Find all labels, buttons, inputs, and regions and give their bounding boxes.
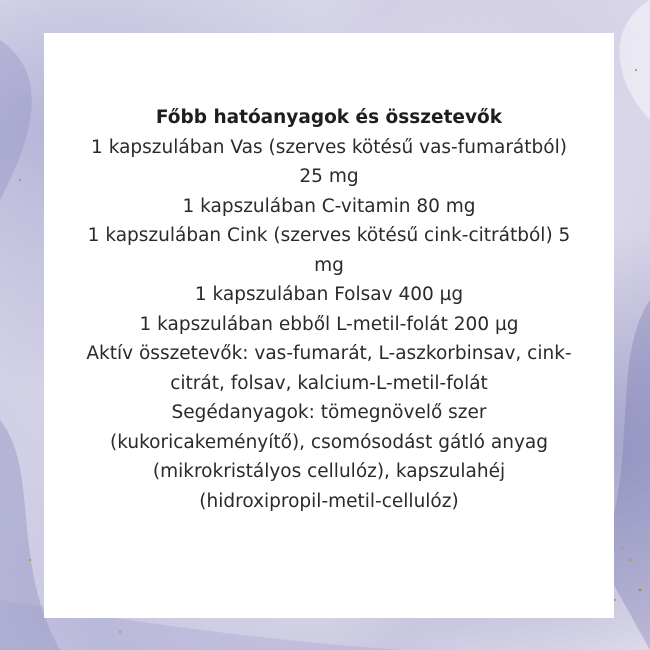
ingredient-line: (kukoricakeményítő), csomósodást gátló anyag	[110, 431, 548, 453]
ingredients-text	[56, 103, 602, 516]
ingredient-line: 1 kapszulában Folsav 400 µg	[194, 284, 464, 305]
ingredient-line: (mikrokristályos cellulóz), kapszulahéj	[152, 461, 506, 482]
ingredient-line: (hidroxipropil-metil-cellulóz)	[199, 490, 459, 512]
ingredient-line: Segédanyagok: tömegnövelő szer	[171, 402, 487, 423]
ingredient-line: 1 kapszulában Vas (szerves kötésű vas-fumarátból)	[91, 136, 567, 158]
ingredient-line: 1 kapszulában Cink (szerves kötésű cink-citrátból) 5	[87, 225, 571, 246]
ingredients-card	[44, 33, 614, 618]
ingredient-line: 25 mg	[299, 166, 359, 187]
ingredients-title: Főbb hatóanyagok és összetevők	[155, 107, 503, 128]
ingredient-line: mg	[314, 254, 344, 276]
ingredient-line: Aktív összetevők: vas-fumarát, L-aszkorbinsav, cink-	[86, 343, 572, 364]
ingredient-line: 1 kapszulában C-vitamin 80 mg	[182, 195, 476, 217]
ingredient-line: 1 kapszulában ebből L-metil-folát 200 µg	[139, 313, 519, 335]
ingredient-line: citrát, folsav, kalcium-L-metil-folát	[170, 372, 488, 394]
